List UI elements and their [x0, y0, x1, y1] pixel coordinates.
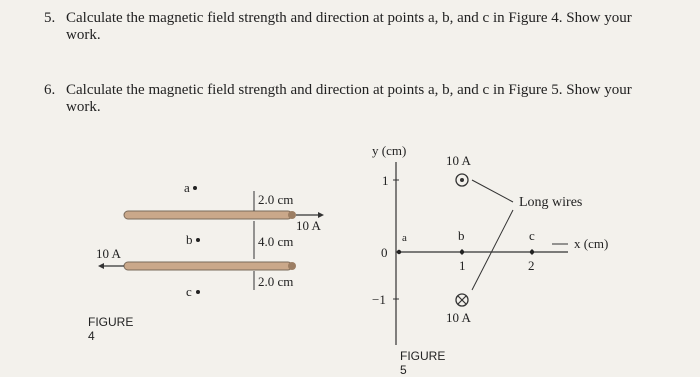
- figure-4-caption: FIGURE 4: [88, 315, 134, 343]
- origin-label: 0: [381, 245, 388, 260]
- point-c-label: c: [529, 228, 535, 243]
- figure-5-caption: FIGURE 5: [400, 349, 446, 377]
- y-tick-neg-label: −1: [372, 292, 386, 307]
- distance-bottom: 2.0 cm: [258, 274, 294, 289]
- x-tick-2-label: 2: [528, 258, 535, 273]
- pointer-line-top: [472, 180, 513, 202]
- point-b-label: b: [186, 232, 193, 247]
- x-axis-label: x (cm): [574, 236, 609, 251]
- pointer-line-bottom: [472, 210, 513, 290]
- point-b-dot: [460, 250, 464, 254]
- current-bottom-label: 10 A: [446, 310, 471, 325]
- question-text-line1: Calculate the magnetic field strength and direction at points a, b, and c in Figure 4. Show your: [66, 10, 632, 26]
- current-top-label: 10 A: [296, 218, 321, 233]
- long-wires-label: Long wires: [519, 195, 583, 210]
- point-b-label: b: [458, 228, 465, 243]
- wire-out-of-page-dot: [460, 178, 464, 182]
- question-number: 5.: [44, 10, 56, 26]
- current-top-label: 10 A: [446, 153, 471, 168]
- x-tick-1-label: 1: [459, 258, 466, 273]
- point-c-label: c: [186, 284, 192, 299]
- y-tick-pos-label: 1: [382, 173, 389, 188]
- question-text-line2: work.: [66, 99, 101, 115]
- distance-top: 2.0 cm: [258, 192, 294, 207]
- distance-mid: 4.0 cm: [258, 234, 294, 249]
- point-a-label: a: [402, 232, 407, 244]
- point-a-dot: [397, 250, 401, 254]
- question-text-line1: Calculate the magnetic field strength and direction at points a, b, and c in Figure 5. Show your: [66, 82, 632, 98]
- question-text-line2: work.: [66, 27, 101, 43]
- y-axis-label: y (cm): [372, 143, 407, 158]
- point-a-label: a: [184, 180, 190, 195]
- current-bottom-label: 10 A: [96, 246, 121, 261]
- point-c-dot: [530, 250, 534, 254]
- question-number: 6.: [44, 82, 56, 98]
